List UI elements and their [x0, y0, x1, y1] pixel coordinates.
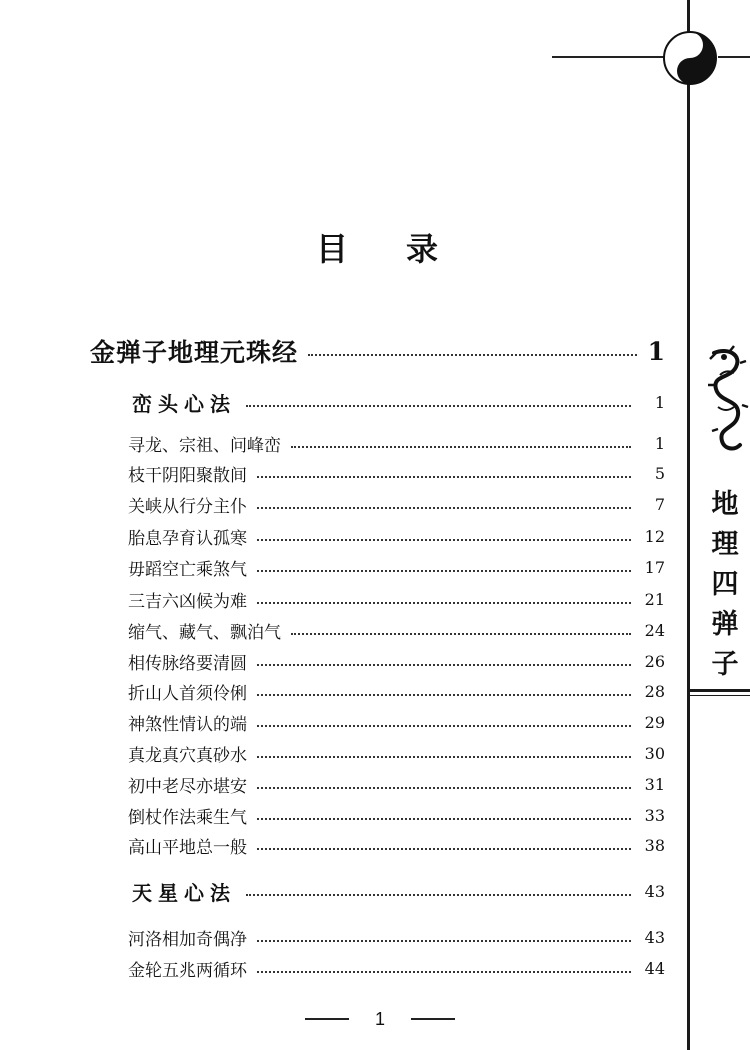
toc-item-label: 倒杖作法乘生气	[128, 807, 247, 828]
toc-item[interactable]	[128, 523, 665, 549]
toc-section-heading[interactable]	[132, 387, 665, 417]
toc-item-label: 寻龙、宗祖、问峰峦	[128, 435, 281, 456]
toc-item-label: 河洛相加奇偶净	[128, 929, 247, 950]
toc-item-label: 胎息孕育认孤寒	[128, 528, 247, 549]
side-title-char: 子	[711, 648, 739, 680]
dot-leader	[257, 664, 631, 666]
toc-item-page: 43	[644, 927, 665, 947]
toc-item-page: 5	[654, 463, 665, 483]
toc-item-label: 相传脉络要清圆	[128, 653, 247, 674]
toc-title: 目录	[316, 230, 497, 268]
toc-item-page: 12	[644, 526, 665, 546]
header-rule-left	[552, 56, 667, 58]
toc-item-label: 神煞性情认的端	[128, 714, 247, 735]
toc-item[interactable]	[128, 955, 665, 981]
toc-item-page: 24	[644, 620, 665, 640]
toc-section-page: 43	[644, 881, 665, 901]
side-title-char: 四	[711, 568, 739, 600]
toc-item-page: 38	[644, 835, 665, 855]
toc-item-label: 三吉六凶候为难	[128, 591, 247, 612]
toc-item[interactable]	[128, 832, 665, 858]
side-rule-thick	[690, 689, 750, 692]
toc-item[interactable]	[128, 648, 665, 674]
dot-leader	[246, 405, 631, 407]
toc-item[interactable]	[128, 678, 665, 704]
toc-item[interactable]	[128, 924, 665, 950]
toc-item-label: 金轮五兆两循环	[128, 960, 247, 981]
toc-entry-page: 1	[647, 336, 665, 366]
side-title-char: 地	[711, 488, 739, 520]
toc-item-page: 44	[644, 958, 665, 978]
toc-section-page: 1	[654, 392, 665, 412]
page-number: 1	[374, 1008, 385, 1029]
side-title-char: 理	[711, 528, 739, 560]
dot-leader	[257, 787, 631, 789]
toc-item-page: 17	[644, 557, 665, 577]
toc-item-page: 1	[654, 433, 665, 453]
toc-item[interactable]	[128, 617, 665, 643]
toc-item[interactable]	[128, 802, 665, 828]
margin-vertical-rule	[687, 0, 690, 1050]
side-rule-thin	[690, 695, 750, 696]
page-footer	[300, 1004, 460, 1034]
dragon-ornament-icon	[700, 345, 750, 455]
dot-leader	[257, 507, 631, 509]
dot-leader	[257, 756, 631, 758]
toc-item[interactable]	[128, 709, 665, 735]
toc-section-label: 峦头心法	[132, 391, 236, 416]
toc-item[interactable]	[128, 554, 665, 580]
toc-item-label: 毋蹈空亡乘煞气	[128, 559, 247, 580]
toc-item[interactable]	[128, 430, 665, 456]
toc-section-label: 天星心法	[132, 880, 236, 905]
dot-leader	[257, 570, 631, 572]
dot-leader	[257, 848, 631, 850]
dot-leader	[257, 539, 631, 541]
toc-item-page: 33	[644, 805, 665, 825]
toc-item-page: 26	[644, 651, 665, 671]
dot-leader	[308, 354, 637, 356]
toc-item-label: 缩气、藏气、飘泊气	[128, 622, 281, 643]
toc-item-page: 21	[644, 589, 665, 609]
toc-item[interactable]	[128, 771, 665, 797]
toc-item[interactable]	[128, 740, 665, 766]
toc-item-page: 31	[644, 774, 665, 794]
toc-entry-label: 金弹子地理元珠经	[90, 338, 299, 367]
side-title-char: 弹	[711, 608, 739, 640]
dot-leader	[257, 971, 631, 973]
toc-section-heading[interactable]	[132, 876, 665, 906]
dot-leader	[257, 602, 631, 604]
toc-item-label: 折山人首须伶俐	[128, 683, 247, 704]
dot-leader	[246, 894, 631, 896]
toc-item[interactable]	[128, 460, 665, 486]
dot-leader	[257, 694, 631, 696]
toc-item-page: 30	[644, 743, 665, 763]
toc-item-label: 枝干阴阳聚散间	[128, 465, 247, 486]
toc-item-label: 初中老尽亦堪安	[128, 776, 247, 797]
toc-item-label: 高山平地总一般	[128, 837, 247, 858]
footer-rule-right	[411, 1018, 455, 1020]
dot-leader	[291, 633, 631, 635]
footer-rule-left	[305, 1018, 349, 1020]
toc-item-page: 7	[654, 494, 665, 514]
toc-item-page: 28	[644, 681, 665, 701]
dot-leader	[257, 940, 631, 942]
dot-leader	[257, 476, 631, 478]
toc-item-label: 关峡从行分主仆	[128, 496, 247, 517]
toc-item[interactable]	[128, 586, 665, 612]
dot-leader	[257, 818, 631, 820]
toc-item[interactable]	[128, 491, 665, 517]
dot-leader	[257, 725, 631, 727]
toc-item-label: 真龙真穴真砂水	[128, 745, 247, 766]
header-rule-right	[718, 56, 750, 58]
dot-leader	[291, 446, 631, 448]
toc-main-entry[interactable]	[90, 335, 665, 367]
toc-item-page: 29	[644, 712, 665, 732]
yin-yang-icon	[662, 30, 718, 86]
book-side-title	[700, 478, 750, 690]
